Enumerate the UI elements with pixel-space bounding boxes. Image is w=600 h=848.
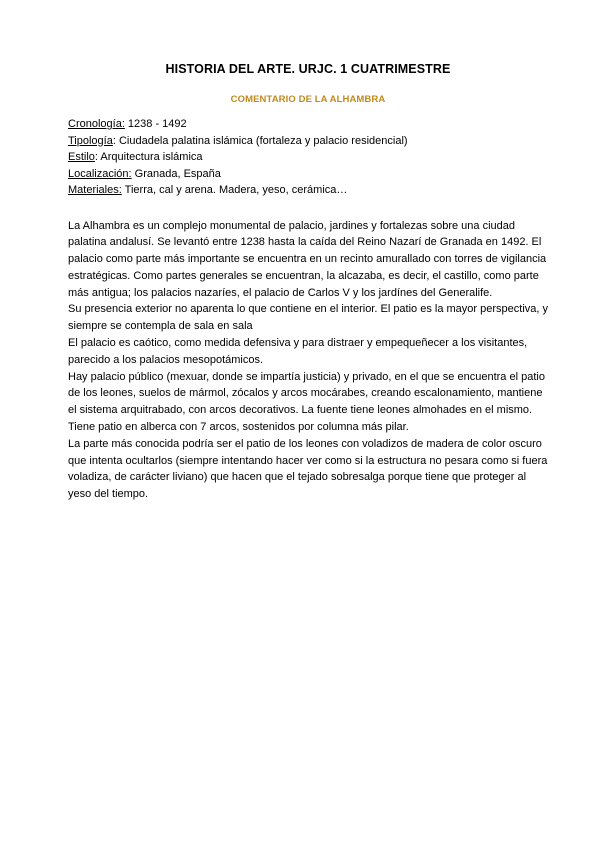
metadata-value: : Arquitectura islámica bbox=[94, 151, 203, 163]
metadata-row bbox=[68, 116, 548, 133]
metadata-row bbox=[68, 182, 548, 199]
metadata-label: Estilo bbox=[68, 151, 95, 163]
paragraph: Hay palacio público (mexuar, donde se impartía justicia) y privado, en el que se encuentra el patio de los leones, suelos de mármol, zócalos y arcos mocárabes, creando escalonamiento, mantiene el sistema arquitrabado, con arcos decorativos. La fuente tiene leones almohades en el mismo. bbox=[68, 370, 545, 417]
metadata-label: Cronología: bbox=[68, 118, 125, 130]
metadata-value: Tierra, cal y arena. Madera, yeso, cerámica… bbox=[121, 184, 348, 196]
paragraph: La Alhambra es un complejo monumental de palacio, jardines y fortalezas sobre una ciudad palatina andalusí. Se levantó entre 1238 hasta la caída del Reino Nazarí de Granada en 1492. El palacio como parte más importante se encuentra en un recinto amurallado con torres de vigilancia estratégicas. Como partes generales se encuentran, la alcazaba, es decir, el castillo, como parte más antigua; los palacios nazaríes, el palacio de Carlos V y los jardínes del Generalife. bbox=[68, 219, 547, 299]
metadata-value: : Ciudadela palatina islámica (fortaleza y palacio residencial) bbox=[112, 134, 408, 147]
paragraph: Su presencia exterior no aparenta lo que contiene en el interior. El patio es la mayor perspectiva, y siempre se contempla de sala en sala bbox=[68, 303, 548, 333]
metadata-label: Localización: bbox=[68, 167, 132, 180]
metadata-value: 1238 - 1492 bbox=[124, 118, 187, 130]
metadata-label: Materiales: bbox=[68, 184, 122, 196]
body-text bbox=[68, 218, 548, 504]
metadata-row bbox=[68, 166, 548, 183]
metadata-label: Tipología bbox=[68, 134, 113, 147]
metadata-list bbox=[68, 116, 548, 199]
paragraph: La parte más conocida podría ser el patio de los leones con voladizos de madera de color oscuro que intenta ocultarlos (siempre intentando hacer ver como si la estructura no pesara como si fuera voladiza, de carácter liviano) que hacen que el tejado sobresalga porque tiene que proteger al yeso del tiempo. bbox=[68, 437, 548, 501]
page-title: HISTORIA DEL ARTE. URJC. 1 CUATRIMESTRE bbox=[165, 62, 451, 76]
document-subtitle: COMENTARIO DE LA ALHAMBRA bbox=[230, 94, 386, 105]
paragraph: Tiene patio en alberca con 7 arcos, sostenidos por columna más pilar. bbox=[68, 421, 409, 434]
paragraph: El palacio es caótico, como medida defensiva y para distraer y empequeñecer a los visitantes, parecido a los palacios mesopotámicos. bbox=[68, 337, 528, 366]
metadata-row bbox=[68, 133, 548, 150]
metadata-row bbox=[68, 149, 548, 166]
metadata-value: Granada, España bbox=[131, 167, 221, 180]
